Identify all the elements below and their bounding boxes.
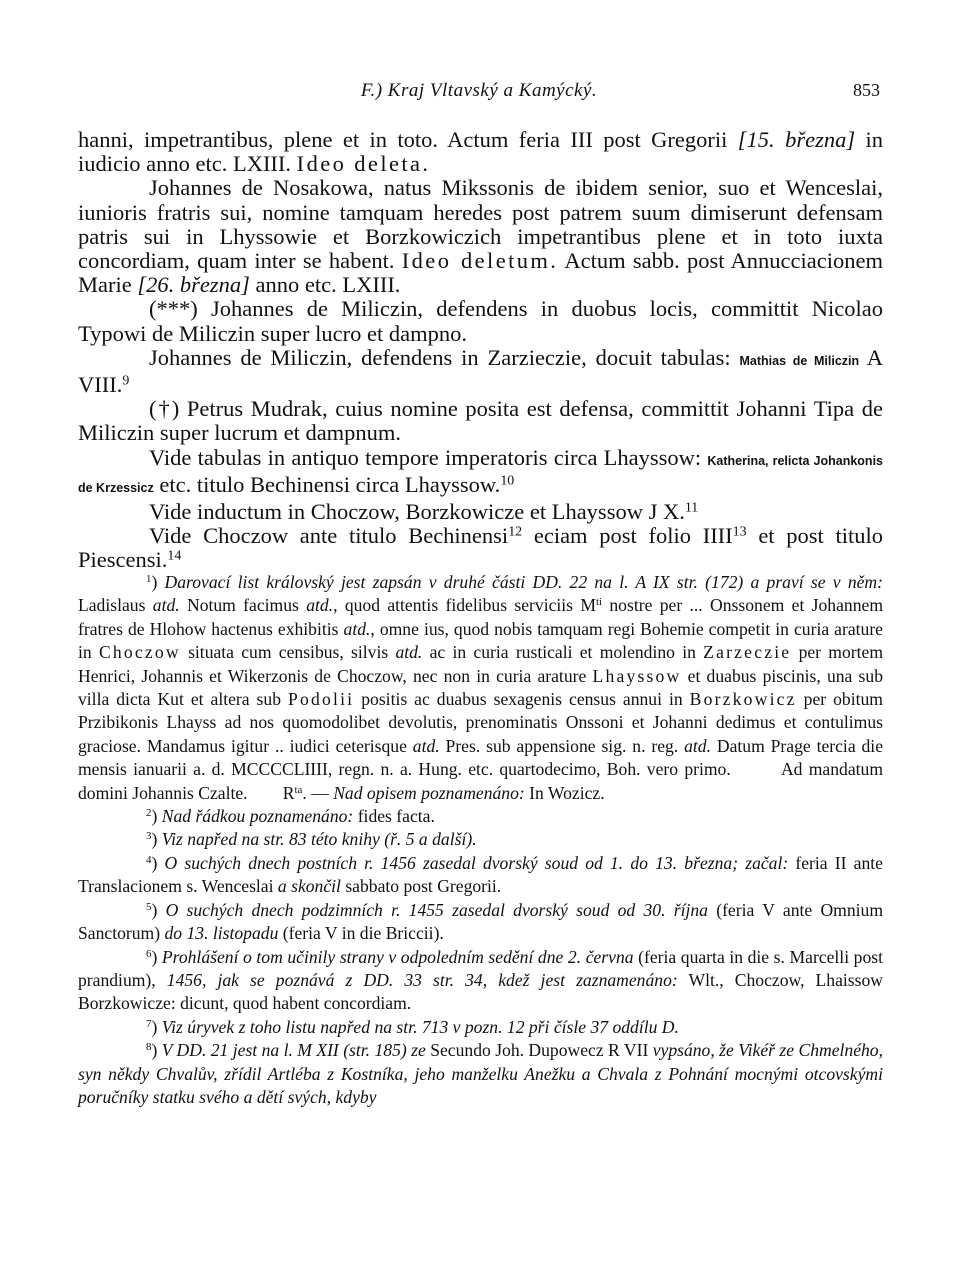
footnote-mark: 5 (146, 900, 152, 913)
paragraph-6: Vide tabulas in antiquo tempore imperatoris circa Lhayssow: Katherina, relicta Johankonis de Krzessicz etc. titulo Bechinensi circa Lhayssow.$^{10}$ (78, 444, 883, 497)
footnote-2: $^2$) Nad řádkou poznamenáno: fides facta. (146, 806, 435, 827)
footnote-mark: 6 (146, 947, 152, 960)
footnote-mark: 3 (146, 830, 152, 843)
footnote-3: $^3$) Viz napřed na str. 83 této knihy (ř. 5 a další). (146, 829, 477, 850)
footnote-7: $^7$) Viz úryvek z toho listu napřed na str. 713 v pozn. 12 při čísle 37 oddílu D. (146, 1016, 679, 1037)
page-number: 853 (853, 80, 880, 100)
footnote-mark: 8 (146, 1041, 152, 1054)
footnote-8: $^8$) V DD. 21 jest na l. M XII (str. 185) ze Secundo Joh. Dupowecz R VII vypsáno, že Vikéř ze Chmelného, syn někdy Chvalův, zřídil Artléba z Kostníka, jeho manželku Anežku a Chvala z Pohnání mocnými otcovskými poručníky statku svého a dětí svých, kdyby (78, 1040, 883, 1107)
footnote-5: $^5$) O suchých dnech podzimních r. 1455 zasedal dvorský soud od 30. října (feria V ante Omnium Sanctorum) do 13. listopadu (feria V in die Briccii). (78, 899, 884, 944)
paragraph-2: Johannes de Nosakowa, natus Mikssonis de ibidem senior, suo et Wenceslai, iunioris fratris sui, nomine tamquam heredes post patrem suum dimiserunt defensam patris sui in Lhyssowie et Borzkowiczich impetrantibus plene et in toto iuxta concordiam, quam inter se habent. Ideo deletum. Actum sabb. post Annucciacionem Marie [26. března] anno etc. LXIII. (78, 175, 883, 298)
main-text (78, 128, 883, 573)
footnote-mark: 4 (146, 853, 152, 866)
page-header (78, 80, 880, 110)
footnote-4: $^4$) O suchých dnech postních r. 1456 zasedal dvorský soud od 1. do 13. března; začal: feria II ante Translacionem s. Wenceslai a skončil sabbato post Gregorii. (78, 852, 883, 897)
footnote-mark: 1 (146, 573, 152, 585)
footnote-6: $^6$) Prohlášení o tom učinily strany v odpoledním sedění dne 2. června (feria quarta in die s. Marcelli post prandium), 1456, jak se poznává z DD. 33 str. 34, kdež jest zaznamenáno: Wlt., Choczow, Lhaissow Borzkowicze: dicunt, quod habent concordiam. (78, 946, 883, 1014)
footnote-mark: 7 (146, 1017, 152, 1030)
paragraph-4: Johannes de Miliczin, defendens in Zarzieczie, docuit tabulas: Mathias de Miliczin A VIII.$^9$ (78, 344, 884, 398)
footnote-mark: 2 (146, 807, 152, 820)
footnotes (78, 571, 883, 1109)
paragraph-1: hanni, impetrantibus, plene et in toto. Actum feria III post Gregorii [15. března] in iudicio anno etc. LXIII. Ideo deleta. (78, 127, 883, 177)
paragraph-7: Vide inductum in Choczow, Borzkowicze et Lhayssow J X.$^{11}$ (149, 499, 699, 525)
paragraph-3: (***) Johannes de Miliczin, defendens in duobus locis, committit Nicolao Typowi de Miliczin super lucro et dampno. (78, 296, 883, 346)
paragraph-5: (†) Petrus Mudrak, cuius nomine posita est defensa, committit Johanni Tipa de Miliczin super lucrum et dampnum. (78, 396, 883, 446)
running-head: F.) Kraj Vltavský a Kamýcký. (360, 80, 598, 101)
footnote-1: $^1$) Darovací list královský jest zapsán v druhé části DD. 22 na l. A IX str. (172) a praví se v něm: Ladislaus atd. Notum facimus atd., quod attentis fidelibus serviciis $M^{ti}$ nostre per ... Onssonem et Johannem fratres de Hlohow hactenus exhibitis atd., omne ius, quod nobis tamquam regi Bohemie competit in curia arature in Choczow situata cum censibus, silvis atd. ac in curia rusticali et molendino in Zarzeczie per mortem Henrici, Johannis et Wikerzonis de Choczow, nec non in curia arature Lhayssow et duabus piscinis, una sub villa dicta Kut et altera sub Podolii positis ac duabus sexagenis census annui in Borzkowicz per obitum Przibikonis Lhayss ad nos quomodolibet devolutis, prenominatis Onssoni et Johanni dedimus et contulimus graciose. Mandamus igitur .. iudici ceterisque atd. Pres. sub appensione sig. n. reg. atd. Datum Prage tercia die mensis ianuarii a. d. MCCCCLIIII, regn. n. a. Hung. etc. quartodecimo, Boh. vero primo. Ad mandatum domini Johannis Czalte. $R^{ta}$. — Nad opisem poznamenáno: In Wozicz. (78, 572, 884, 803)
paragraph-8: Vide Choczow ante titulo Bechinensi$^{12}$ eciam post folio IIII$^{13}$ et post titulo Piescensi.$^{14}$ (78, 523, 884, 573)
